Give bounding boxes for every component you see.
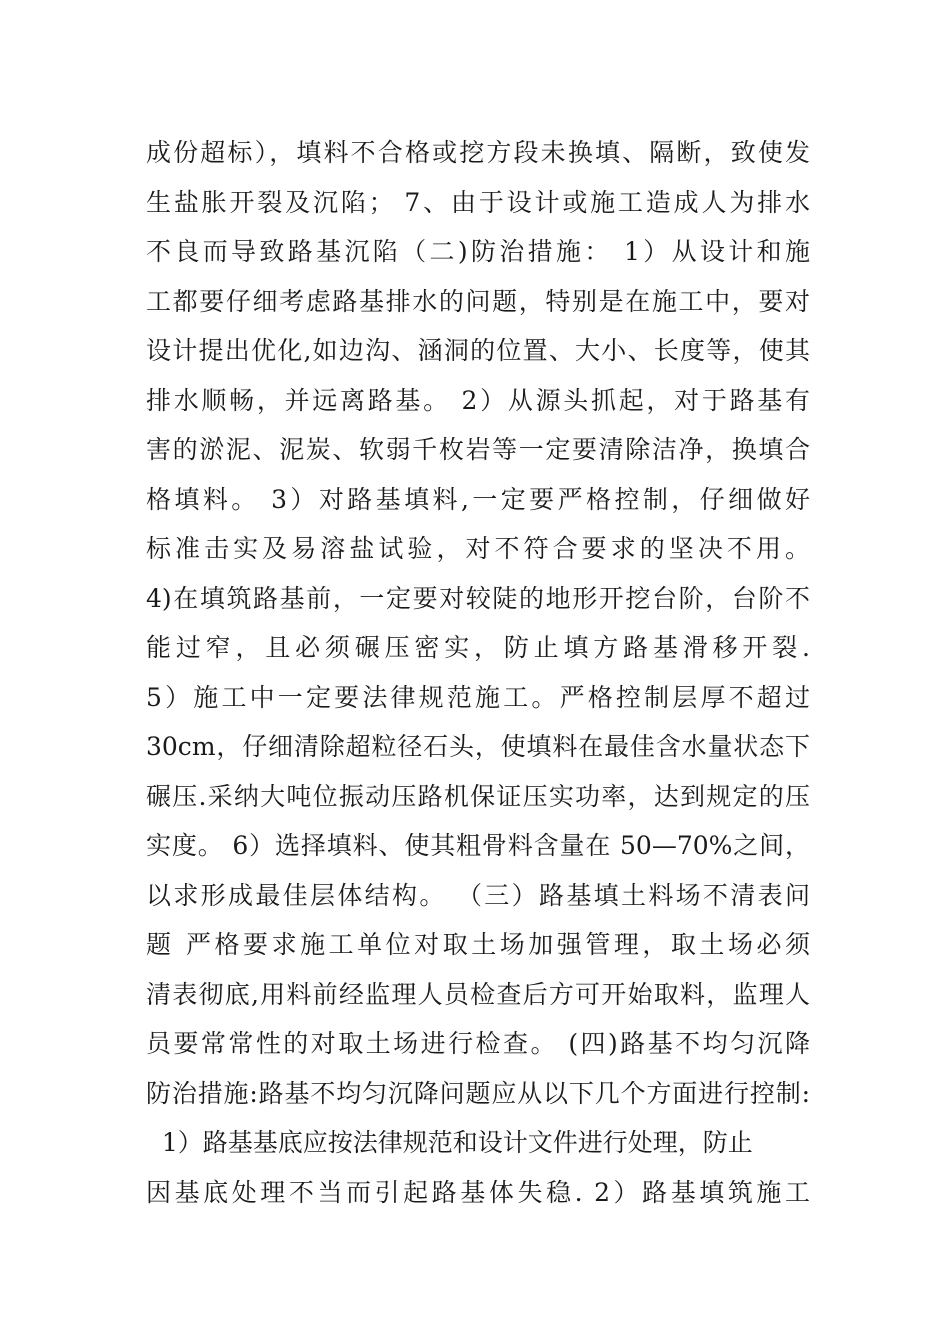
text-line: 害的淤泥、泥炭、软弱千枚岩等一定要清除洁净，换填合: [146, 435, 810, 464]
text-line: 标准击实及易溶盐试验，对不符合要求的坚决不用。: [146, 534, 810, 563]
text-line: 工都要仔细考虑路基排水的问题，特别是在施工中，要对: [146, 286, 810, 316]
text-line: 清表彻底,用料前经监理人员检查后方可开始取料，监理人: [146, 979, 810, 1009]
text-line: 4)在填筑路基前，一定要对较陡的地形开挖台阶，台阶不: [146, 583, 810, 613]
text-line: 实度。 6）选择填料、使其粗骨料含量在 50—70%之间，: [146, 831, 810, 860]
text-line: 因基底处理不当而引起路基体失稳. 2）路基填筑施工: [146, 1177, 810, 1207]
text-line: 碾压.采纳大吨位振动压路机保证压实功率，达到规定的压: [146, 781, 810, 811]
text-line: 员要常常性的对取土场进行检查。 (四)路基不均匀沉降: [146, 1029, 810, 1058]
text-line: 排水顺畅，并远离路基。 2）从源头抓起，对于路基有: [146, 385, 810, 415]
text-line: 5）施工中一定要法律规范施工。严格控制层厚不超过: [146, 682, 810, 712]
body-text: [146, 128, 810, 1217]
text-line: 格填料。 3）对路基填料,一定要严格控制，仔细做好: [146, 484, 810, 514]
text-line: 30cm，仔细清除超粒径石头，使填料在最佳含水量状态下: [146, 732, 810, 761]
text-line: 设计提出优化,如边沟、涵洞的位置、大小、长度等，使其: [146, 336, 810, 365]
text-line: 题 严格要求施工单位对取土场加强管理，取土场必须: [146, 930, 810, 959]
text-line: 不良而导致路基沉陷（二)防治措施： 1）从设计和施: [146, 237, 810, 266]
text-line: 成份超标），填料不合格或挖方段未换填、隔断，致使发: [146, 138, 810, 167]
text-line: 防治措施:路基不均匀沉降问题应从以下几个方面进行控制:: [146, 1078, 810, 1108]
text-line: 1）路基基底应按法律规范和设计文件进行处理，防止: [146, 1128, 753, 1157]
text-line: 生盐胀开裂及沉陷； 7、由于设计或施工造成人为排水: [146, 187, 810, 217]
text-line: 能过窄，且必须碾压密实，防止填方路基滑移开裂.: [146, 633, 810, 662]
text-line: 以求形成最佳层体结构。 （三）路基填土料场不清表问: [146, 880, 810, 910]
